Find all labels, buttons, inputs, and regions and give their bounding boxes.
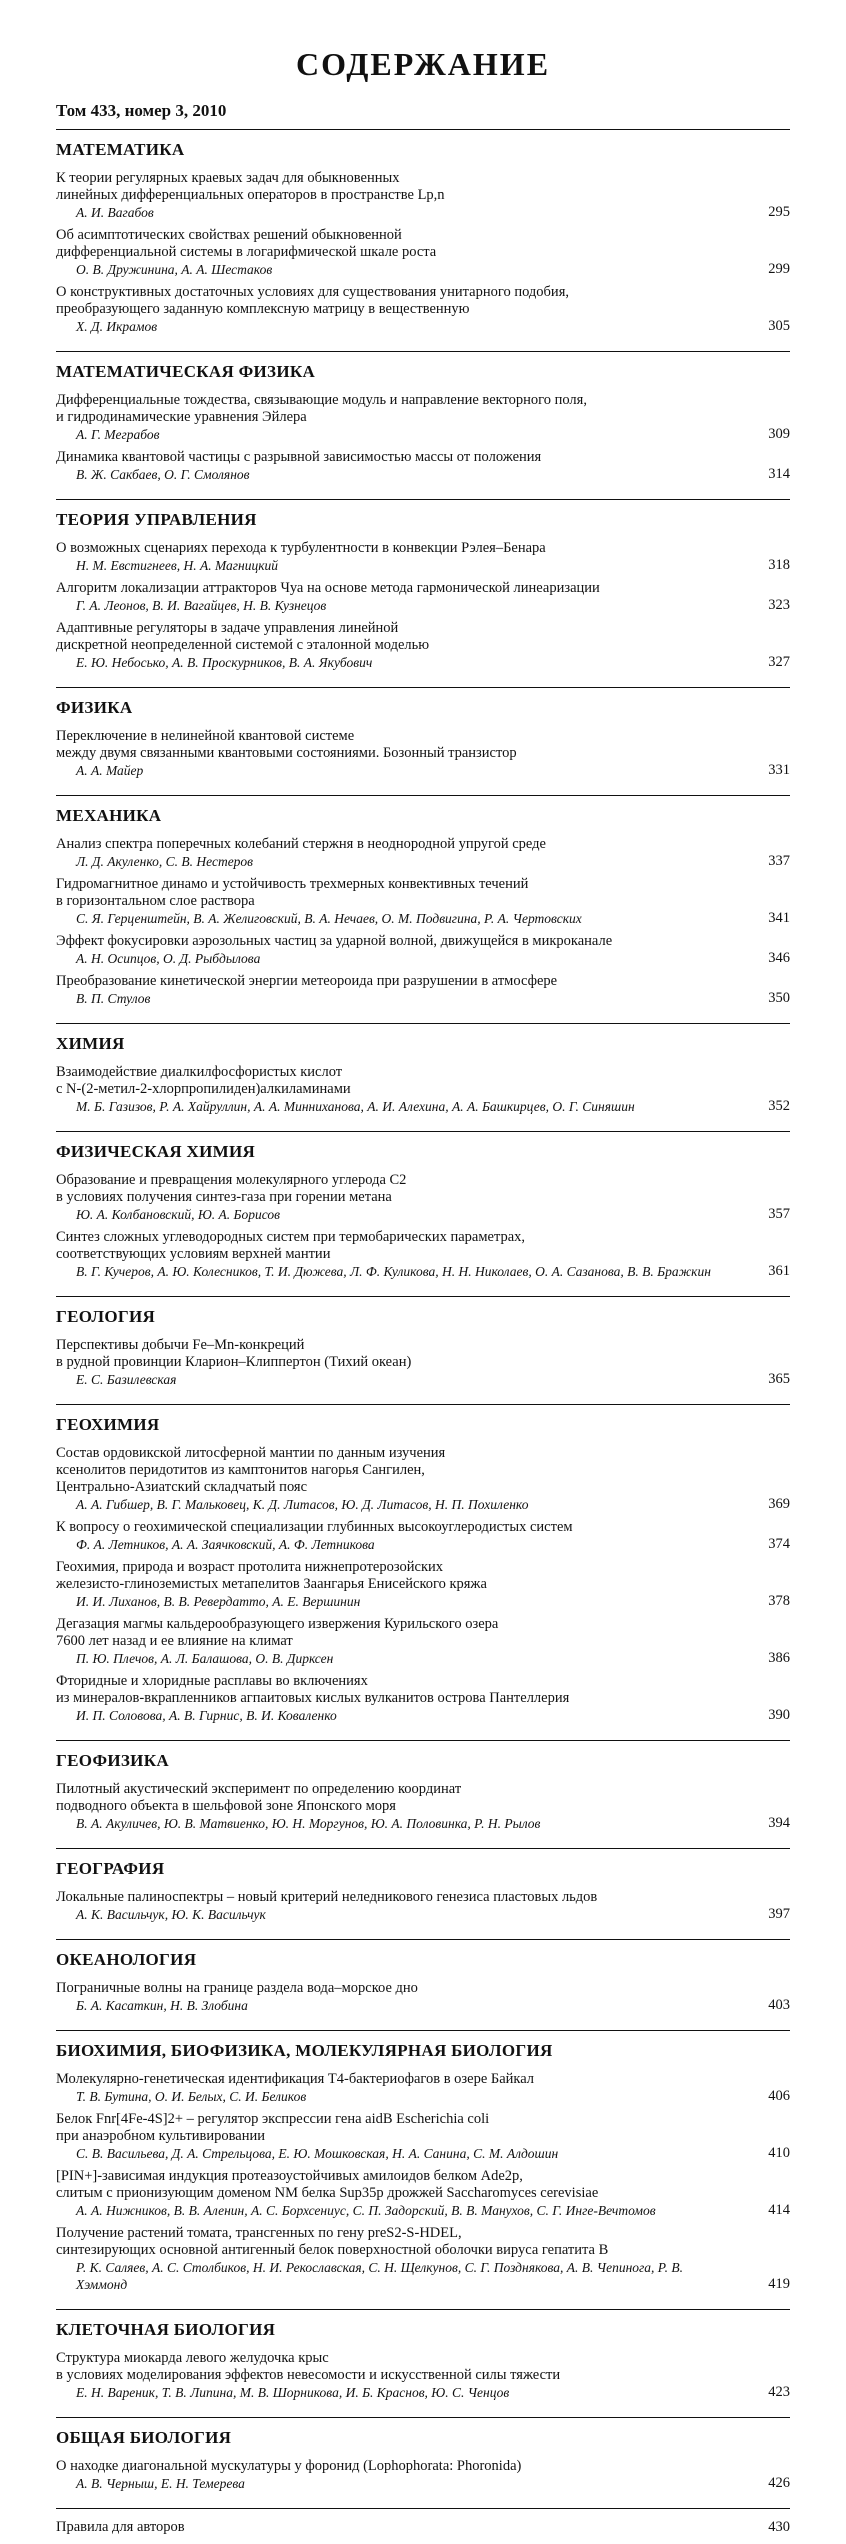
article-title: Пилотный акустический эксперимент по определению координат подводного объекта в шельфовой зоне Японского моря xyxy=(56,1781,462,1814)
article-title: Динамика квантовой частицы с разрывной зависимостью массы от положения xyxy=(56,449,542,465)
toc-entry[interactable] xyxy=(56,2225,790,2293)
article-title: Белок Fnr[4Fe-4S]2+ – регулятор экспрессии гена aidB Escherichia coli при анаэробном культивировании xyxy=(56,2111,490,2144)
page-number: 378 xyxy=(768,1593,790,1609)
toc-section xyxy=(56,2418,790,2509)
section-heading: КЛЕТОЧНАЯ БИОЛОГИЯ xyxy=(56,2320,276,2339)
article-title: Взаимодействие диалкилфосфористых кислот с N-(2-метил-2-хлорпропилиден)алкиламинами xyxy=(56,1064,351,1097)
page-number: 305 xyxy=(768,318,790,334)
toc-entry[interactable] xyxy=(56,876,790,927)
toc-entry[interactable] xyxy=(56,392,790,443)
toc-entry[interactable] xyxy=(56,2168,790,2219)
section-heading: ГЕОГРАФИЯ xyxy=(56,1859,165,1878)
article-authors: В. Ж. Сакбаев, О. Г. Смолянов xyxy=(76,467,250,482)
toc-entry[interactable] xyxy=(56,1616,790,1667)
toc-entry[interactable] xyxy=(56,1559,790,1610)
authors-rules-entry[interactable] xyxy=(56,2509,790,2544)
toc-entry[interactable] xyxy=(56,1229,790,1280)
article-title: Геохимия, природа и возраст протолита нижнепротерозойских железисто-глиноземистых метапелитов Заангарья Енисейского кряжа xyxy=(56,1559,487,1592)
page-number: 352 xyxy=(768,1098,790,1114)
toc-entry[interactable] xyxy=(56,2350,790,2401)
page-number: 406 xyxy=(768,2088,790,2104)
section-heading: МАТЕМАТИКА xyxy=(56,140,185,159)
article-title: Молекулярно-генетическая идентификация Т4-бактериофагов в озере Байкал xyxy=(56,2071,535,2087)
toc-entry[interactable] xyxy=(56,620,790,671)
article-authors: А. А. Нижников, В. В. Аленин, А. С. Борхсениус, С. П. Задорский, В. В. Манухов, С. Г. Инге-Вечтомов xyxy=(76,2203,656,2218)
article-authors: А. Н. Осипцов, О. Д. Рыбдылова xyxy=(76,951,261,966)
article-title: Синтез сложных углеводородных систем при термобарических параметрах, соответствующих условиям верхней мантии xyxy=(56,1229,526,1262)
page-number: 295 xyxy=(768,204,790,220)
page-number: 299 xyxy=(768,261,790,277)
toc-entry[interactable] xyxy=(56,1889,790,1923)
toc-entry[interactable] xyxy=(56,1445,790,1513)
article-title: Дифференциальные тождества, связывающие модуль и направление векторного поля, и гидродинамические уравнения Эйлера xyxy=(56,392,587,425)
article-title: Преобразование кинетической энергии метеороида при разрушении в атмосфере xyxy=(56,973,558,989)
toc-section xyxy=(56,1405,790,1741)
toc-entry[interactable] xyxy=(56,933,790,967)
page-number: 423 xyxy=(768,2384,790,2400)
article-title: Получение растений томата, трансгенных по гену preS2-S-HDEL, синтезирующих основной антигенный белок поверхностной оболочки вируса гепатита В xyxy=(56,2225,609,2258)
toc-entry[interactable] xyxy=(56,1064,790,1115)
page-number: 318 xyxy=(768,557,790,573)
page-number: 419 xyxy=(768,2276,790,2292)
toc-section xyxy=(56,2031,790,2310)
page-number: 346 xyxy=(768,950,790,966)
section-heading: МАТЕМАТИЧЕСКАЯ ФИЗИКА xyxy=(56,362,316,381)
article-title: Локальные палиноспектры – новый критерий неледникового генезиса пластовых льдов xyxy=(56,1889,598,1905)
section-heading: ОКЕАНОЛОГИЯ xyxy=(56,1950,197,1969)
toc-section xyxy=(56,2310,790,2418)
article-title: Структура миокарда левого желудочка крыс в условиях моделирования эффектов невесомости и искусственной силы тяжести xyxy=(56,2350,561,2383)
article-authors: Е. С. Базилевская xyxy=(76,1372,177,1387)
article-authors: В. Г. Кучеров, А. Ю. Колесников, Т. И. Дюжева, Л. Ф. Куликова, Н. Н. Николаев, О. А. Сазанова, В. В. Бражкин xyxy=(76,1264,711,1279)
toc-section xyxy=(56,500,790,688)
article-title: О конструктивных достаточных условиях для существования унитарного подобия, преобразующего заданную комплексную матрицу в вещественную xyxy=(56,284,569,317)
toc-entry[interactable] xyxy=(56,1519,790,1553)
article-title: Дегазация магмы кальдерообразующего извержения Курильского озера 7600 лет назад и ее влияние на климат xyxy=(56,1616,499,1649)
article-authors: Х. Д. Икрамов xyxy=(76,319,158,334)
toc-entry[interactable] xyxy=(56,836,790,870)
toc-section xyxy=(56,796,790,1024)
section-heading: МЕХАНИКА xyxy=(56,806,162,825)
toc-section xyxy=(56,688,790,796)
toc-section xyxy=(56,130,790,352)
article-authors: Р. К. Саляев, А. С. Столбиков, Н. И. Рекославская, С. Н. Щелкунов, С. Г. Позднякова, А. В. Чепинога, Р. В. Хэммонд xyxy=(76,2260,684,2292)
toc-section xyxy=(56,1297,790,1405)
article-title: Об асимптотических свойствах решений обыкновенной дифференциальной системы в логарифмической шкале роста xyxy=(56,227,437,260)
article-authors: А. К. Васильчук, Ю. К. Васильчук xyxy=(76,1907,266,1922)
toc-entry[interactable] xyxy=(56,227,790,278)
page-number: 394 xyxy=(768,1815,790,1831)
article-authors: Н. М. Евстигнеев, Н. А. Магницкий xyxy=(76,558,279,573)
toc-entry[interactable] xyxy=(56,449,790,483)
toc-entry[interactable] xyxy=(56,580,790,614)
article-authors: Б. А. Касаткин, Н. В. Злобина xyxy=(76,1998,248,2013)
section-heading: ФИЗИКА xyxy=(56,698,133,717)
page-number: 314 xyxy=(768,466,790,482)
article-title: Анализ спектра поперечных колебаний стержня в неоднородной упругой среде xyxy=(56,836,546,852)
article-title: Фторидные и хлоридные расплавы во включениях из минералов-вкрапленников агпаитовых кислых вулканитов острова Пантеллерия xyxy=(56,1673,570,1706)
toc-entry[interactable] xyxy=(56,2458,790,2492)
article-title: Образование и превращения молекулярного углерода C2 в условиях получения синтез-газа при горении метана xyxy=(56,1172,407,1205)
toc-entry[interactable] xyxy=(56,973,790,1007)
article-authors: Е. Н. Вареник, Т. В. Липина, М. В. Шорникова, И. Б. Краснов, Ю. С. Ченцов xyxy=(76,2385,510,2400)
article-authors: С. В. Васильева, Д. А. Стрельцова, Е. Ю. Мошковская, Н. А. Санина, С. М. Алдошин xyxy=(76,2146,559,2161)
toc-entry[interactable] xyxy=(56,1337,790,1388)
page-number: 369 xyxy=(768,1496,790,1512)
page-number: 365 xyxy=(768,1371,790,1387)
page-number: 350 xyxy=(768,990,790,1006)
page-number: 357 xyxy=(768,1206,790,1222)
article-title: К вопросу о геохимической специализации глубинных высокоуглеродистых систем xyxy=(56,1519,573,1535)
article-authors: В. А. Акуличев, Ю. В. Матвиенко, Ю. Н. Моргунов, Ю. А. Половинка, Р. Н. Рылов xyxy=(76,1816,541,1831)
section-heading: ГЕОФИЗИКА xyxy=(56,1751,169,1770)
sections-list xyxy=(56,130,790,2509)
section-heading: ФИЗИЧЕСКАЯ ХИМИЯ xyxy=(56,1142,256,1161)
article-title: Переключение в нелинейной квантовой системе между двумя связанными квантовыми состояниями. Бозонный транзистор xyxy=(56,728,517,761)
toc-section xyxy=(56,1849,790,1940)
toc-section xyxy=(56,1940,790,2031)
page-number: 337 xyxy=(768,853,790,869)
page-number: 323 xyxy=(768,597,790,613)
article-authors: Л. Д. Акуленко, С. В. Нестеров xyxy=(76,854,254,869)
toc-section xyxy=(56,352,790,500)
article-title: Адаптивные регуляторы в задаче управления линейной дискретной неопределенной системой с эталонной моделью xyxy=(56,620,430,653)
article-title: Алгоритм локализации аттракторов Чуа на основе метода гармонической линеаризации xyxy=(56,580,600,596)
toc-entry[interactable] xyxy=(56,2071,790,2105)
article-title: О находке диагональной мускулатуры у форонид (Lophophorata: Phoronida) xyxy=(56,2458,522,2474)
section-heading: ХИМИЯ xyxy=(56,1034,125,1053)
article-title: К теории регулярных краевых задач для обыкновенных линейных дифференциальных операторов в пространстве Lp,n xyxy=(56,170,445,203)
page-number: 390 xyxy=(768,1707,790,1723)
contents-page xyxy=(56,40,790,2544)
page-number: 397 xyxy=(768,1906,790,1922)
toc-entry[interactable] xyxy=(56,170,790,221)
section-heading: БИОХИМИЯ, БИОФИЗИКА, МОЛЕКУЛЯРНАЯ БИОЛОГИЯ xyxy=(56,2041,553,2060)
toc-entry[interactable] xyxy=(56,728,790,779)
article-authors: В. П. Стулов xyxy=(76,991,151,1006)
article-title: Гидромагнитное динамо и устойчивость трехмерных конвективных течений в горизонтальном слое раствора xyxy=(56,876,529,909)
article-authors: П. Ю. Плечов, А. Л. Балашова, О. В. Дирксен xyxy=(76,1651,334,1666)
authors-rules-page: 430 xyxy=(768,2519,790,2535)
article-authors: А. Г. Меграбов xyxy=(76,427,160,442)
section-heading: ГЕОЛОГИЯ xyxy=(56,1307,156,1326)
article-authors: И. П. Соловова, А. В. Гирнис, В. И. Коваленко xyxy=(76,1708,337,1723)
section-heading: ГЕОХИМИЯ xyxy=(56,1415,160,1434)
page-number: 331 xyxy=(768,762,790,778)
toc-entry[interactable] xyxy=(56,1673,790,1724)
toc-entry[interactable] xyxy=(56,284,790,335)
article-authors: А. В. Черныш, Е. Н. Темерева xyxy=(76,2476,245,2491)
article-authors: О. В. Дружинина, А. А. Шестаков xyxy=(76,262,273,277)
article-authors: А. А. Майер xyxy=(76,763,144,778)
page-number: 410 xyxy=(768,2145,790,2161)
toc-entry[interactable] xyxy=(56,1781,790,1832)
article-title: О возможных сценариях перехода к турбулентности в конвекции Рэлея–Бенара xyxy=(56,540,546,556)
article-authors: Г. А. Леонов, В. И. Вагайцев, Н. В. Кузнецов xyxy=(76,598,327,613)
toc-entry[interactable] xyxy=(56,1980,790,2014)
toc-section xyxy=(56,1024,790,1132)
toc-section xyxy=(56,1741,790,1849)
page-title: СОДЕРЖАНИЕ xyxy=(295,46,551,82)
toc-entry[interactable] xyxy=(56,540,790,574)
toc-section xyxy=(56,1132,790,1297)
article-title: Эффект фокусировки аэрозольных частиц за ударной волной, движущейся в микроканале xyxy=(56,933,613,949)
volume-info: Том 433, номер 3, 2010 xyxy=(56,101,790,130)
authors-rules-label: Правила для авторов xyxy=(56,2519,185,2535)
page-number: 327 xyxy=(768,654,790,670)
section-heading: ТЕОРИЯ УПРАВЛЕНИЯ xyxy=(56,510,257,529)
page-number: 386 xyxy=(768,1650,790,1666)
toc-entry[interactable] xyxy=(56,1172,790,1223)
page-number: 414 xyxy=(768,2202,790,2218)
page-number: 374 xyxy=(768,1536,790,1552)
article-authors: М. Б. Газизов, Р. А. Хайруллин, А. А. Минниханова, А. И. Алехина, А. А. Башкирцев, О. Г. Синяшин xyxy=(76,1099,635,1114)
article-title: Пограничные волны на границе раздела вода–морское дно xyxy=(56,1980,418,1996)
toc-entry[interactable] xyxy=(56,2111,790,2162)
page-number: 341 xyxy=(768,910,790,926)
page-number: 403 xyxy=(768,1997,790,2013)
article-authors: С. Я. Герценштейн, В. А. Желиговский, В. А. Нечаев, О. М. Подвигина, Р. А. Чертовских xyxy=(76,911,582,926)
article-authors: А. А. Гибшер, В. Г. Мальковец, К. Д. Литасов, Ю. Д. Литасов, Н. П. Похиленко xyxy=(76,1497,529,1512)
article-authors: Ф. А. Летников, А. А. Заячковский, А. Ф. Летникова xyxy=(76,1537,375,1552)
article-authors: Т. В. Бутина, О. И. Белых, С. И. Беликов xyxy=(76,2089,307,2104)
article-title: [PIN+]-зависимая индукция протеазоустойчивых амилоидов белком Ade2p, слитым с прионизующим доменом NM белка Sup35p дрожжей Saccharomyces cerevisiae xyxy=(56,2168,599,2201)
page-number: 309 xyxy=(768,426,790,442)
article-authors: И. И. Лиханов, В. В. Ревердатто, А. Е. Вершинин xyxy=(76,1594,361,1609)
article-authors: Е. Ю. Небосько, А. В. Проскурников, В. А. Якубович xyxy=(76,655,373,670)
page-number: 361 xyxy=(768,1263,790,1279)
article-title: Перспективы добычи Fe–Mn-конкреций в рудной провинции Кларион–Клиппертон (Тихий океан) xyxy=(56,1337,412,1370)
article-authors: Ю. А. Колбановский, Ю. А. Борисов xyxy=(76,1207,280,1222)
page-number: 426 xyxy=(768,2475,790,2491)
section-heading: ОБЩАЯ БИОЛОГИЯ xyxy=(56,2428,232,2447)
article-title: Состав ордовикской литосферной мантии по данным изучения ксенолитов перидотитов из камптонитов нагорья Сангилен, Центрально-Азиатский складчатый пояс xyxy=(56,1445,446,1495)
article-authors: А. И. Вагабов xyxy=(76,205,154,220)
